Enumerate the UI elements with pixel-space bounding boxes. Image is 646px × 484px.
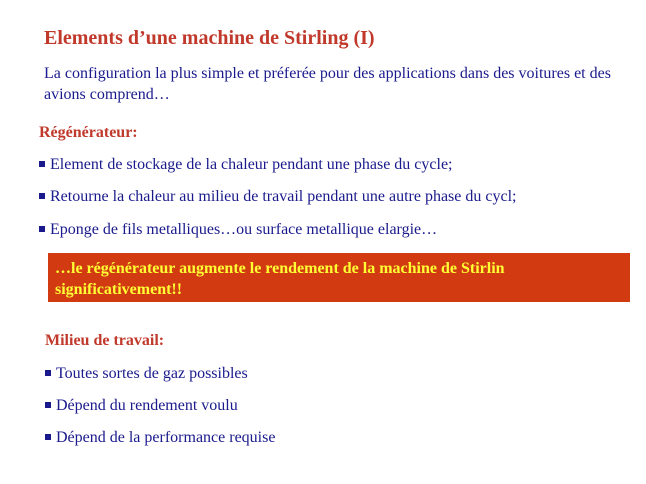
bullet-text: Eponge de fils metalliques…ou surface metallique elargie… xyxy=(50,221,438,238)
milieu-bullet-2 xyxy=(45,397,238,415)
intro-text: La configuration la plus simple et préferée pour des applications dans des voitures et des avions comprend… xyxy=(44,65,611,103)
square-bullet-icon xyxy=(45,370,51,376)
regenerateur-bullet-2 xyxy=(39,188,516,206)
square-bullet-icon xyxy=(39,161,45,167)
square-bullet-icon xyxy=(39,226,45,232)
bullet-text: Element de stockage de la chaleur pendant une phase du cycle; xyxy=(50,156,453,173)
milieu-bullet-3 xyxy=(45,429,275,447)
bullet-text: Retourne la chaleur au milieu de travail pendant une autre phase du cycl; xyxy=(50,188,517,205)
bullet-text: Dépend de la performance requise xyxy=(56,429,276,446)
milieu-heading: Milieu de travail: xyxy=(45,332,165,349)
square-bullet-icon xyxy=(39,193,45,199)
square-bullet-icon xyxy=(45,434,51,440)
slide-title: Elements d’une machine de Stirling (I) xyxy=(44,27,375,49)
regenerateur-heading: Régénérateur: xyxy=(39,124,138,141)
bullet-text: Dépend du rendement voulu xyxy=(56,397,238,414)
highlight-box: …le régénérateur augmente le rendement de la machine de Stirlin significativement!! xyxy=(48,253,630,302)
square-bullet-icon xyxy=(45,402,51,408)
regenerateur-bullet-1 xyxy=(39,156,453,174)
bullet-text: Toutes sortes de gaz possibles xyxy=(56,365,248,382)
milieu-bullet-1 xyxy=(45,365,248,383)
regenerateur-bullet-3 xyxy=(39,221,437,239)
